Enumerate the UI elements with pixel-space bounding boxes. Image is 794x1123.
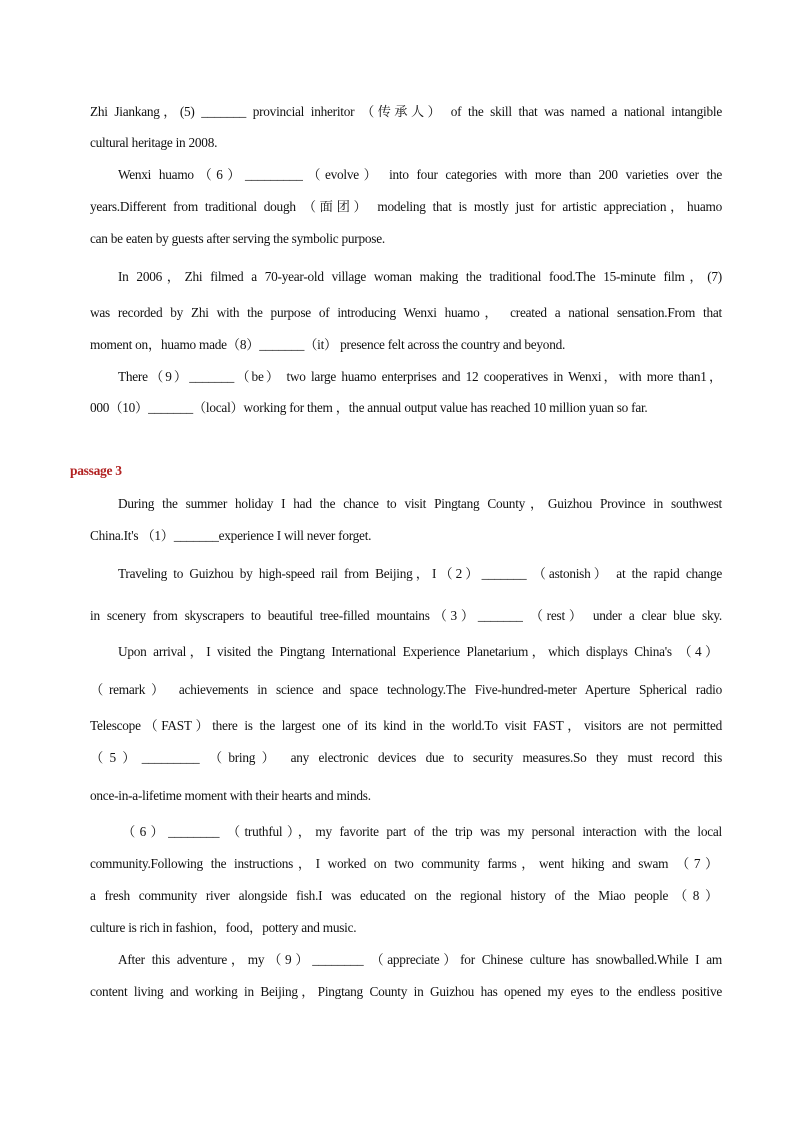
paragraph-line: can be eaten by guests after serving the symbolic purpose. — [90, 231, 385, 246]
paragraph-line: During the summer holiday I had the chance to visit Pingtang County，Guizhou Province in southwest — [118, 496, 722, 511]
paragraph-line: Traveling to Guizhou by high-speed rail from Beijing，I（2）_______ （astonish） at the rapid change — [118, 566, 722, 581]
paragraph-line: community.Following the instructions，I worked on two community farms，went hiking and swam （7） — [90, 856, 718, 871]
paragraph-line: years.Different from traditional dough （面团） modeling that is mostly just for artistic appreciation，huamo — [90, 199, 722, 214]
paragraph-line: content living and working in Beijing，Pingtang County in Guizhou has opened my eyes to the endless positive — [90, 984, 722, 999]
paragraph-line: （6）________ （truthful），my favorite part of the trip was my personal interaction with the local — [122, 824, 722, 839]
paragraph-line: Zhi Jiankang，(5) _______ provincial inheritor （传承人） of the skill that was named a national intangible — [90, 104, 722, 119]
paragraph-line: After this adventure，my（9）________ （appreciate）for Chinese culture has snowballed.While I am — [118, 952, 722, 967]
paragraph-line: once-in-a-lifetime moment with their hearts and minds. — [90, 788, 371, 803]
paragraph-line: cultural heritage in 2008. — [90, 135, 218, 150]
paragraph-line: In 2006，Zhi filmed a 70-year-old village woman making the traditional food.The 15-minute film，(7) — [118, 269, 722, 284]
paragraph-line: in scenery from skyscrapers to beautiful tree-filled mountains（3）_______ （rest） under a clear blue sky. — [90, 608, 722, 623]
paragraph-line: was recorded by Zhi with the purpose of introducing Wenxi huamo， created a national sensation.From that — [90, 305, 722, 320]
paragraph-line: （remark） achievements in science and space technology.The Five-hundred-meter Aperture Spherical radio — [90, 682, 722, 697]
paragraph-line: a fresh community river alongside fish.I was educated on the regional history of the Miao people（8） — [90, 888, 718, 903]
paragraph-line: culture is rich in fashion，food，pottery and music. — [90, 920, 357, 935]
paragraph-line: （5）_________ （bring） any electronic devices due to security measures.So they must record this — [90, 750, 722, 765]
paragraph-line: Upon arrival，I visited the Pingtang International Experience Planetarium，which displays China's （4） — [118, 644, 718, 659]
paragraph-line: China.It's （1）_______experience I will never forget. — [90, 528, 372, 543]
paragraph-line: 000（10）_______（local）working for them ，the annual output value has reached 10 million yuan so far. — [90, 400, 648, 415]
paragraph-line: Telescope（FAST）there is the largest one of its kind in the world.To visit FAST，visitors are not permitted — [90, 718, 722, 733]
paragraph-line: There（9）_______（be） two large huamo enterprises and 12 cooperatives in Wenxi，with more than1， — [118, 369, 722, 384]
section-heading: passage 3 — [70, 463, 122, 478]
paragraph-line: Wenxi huamo（6）_________（evolve） into four categories with more than 200 varieties over the — [118, 167, 722, 182]
paragraph-line: moment on，huamo made（8）_______（it） presence felt across the country and beyond. — [90, 337, 566, 352]
